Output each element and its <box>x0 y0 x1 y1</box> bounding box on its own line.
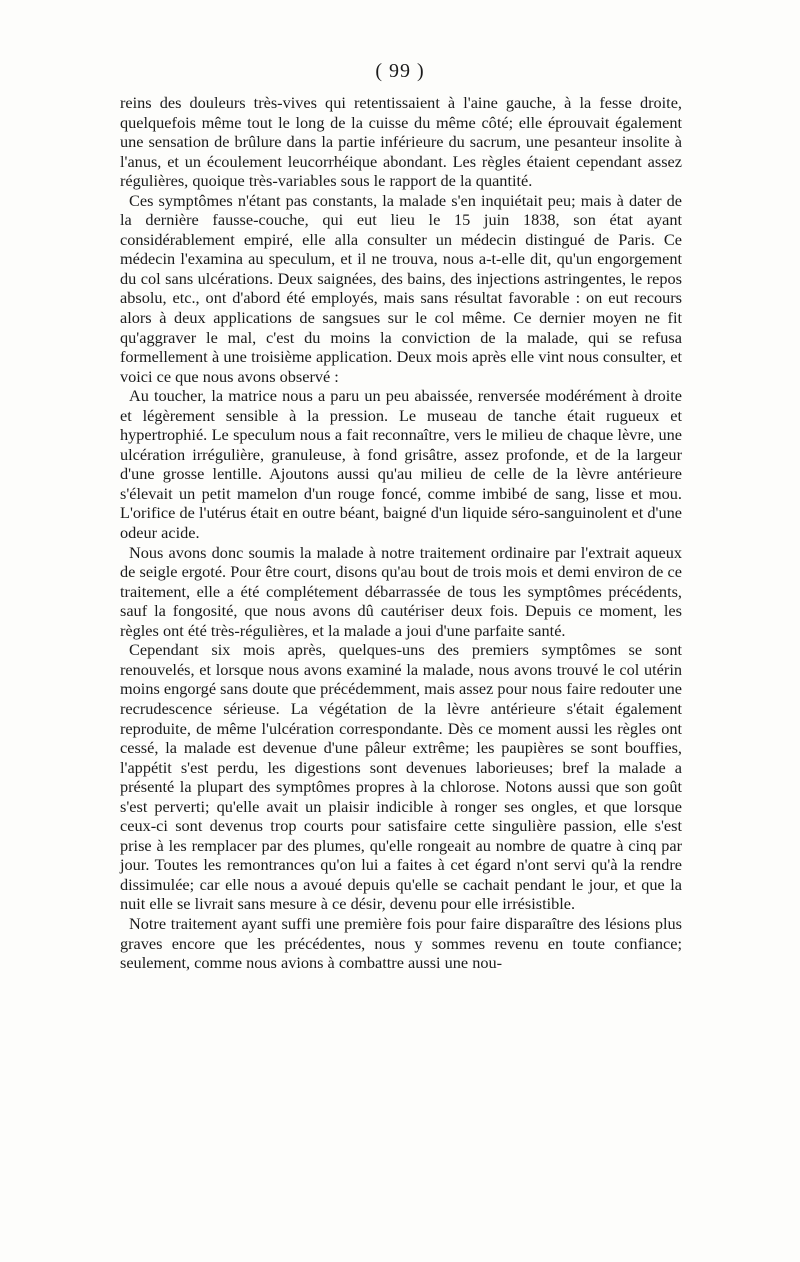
paragraph: Au toucher, la matrice nous a paru un peu abaissée, renversée modérément à droite et légèrement sensible à la pression. Le museau de tanche était rugueux et hypertrophié. Le speculum nous a fait reconnaître, vers le milieu de chaque lèvre, une ulcération irrégulière, granuleuse, à fond grisâtre, assez profonde, et de la largeur d'une grosse lentille. Ajoutons aussi qu'au milieu de celle de la lèvre antérieure s'élevait un petit mamelon d'un rouge foncé, comme imbibé de sang, lisse et mou. L'orifice de l'utérus était en outre béant, baigné d'un liquide séro-sanguinolent et d'une odeur acide. <box>120 386 682 543</box>
page-number: ( 99 ) <box>375 60 425 82</box>
body-text <box>120 93 682 973</box>
paragraph-continuation: reins des douleurs très-vives qui retentissaient à l'aine gauche, à la fesse droite, quelquefois même tout le long de la cuisse du même côté; elle éprouvait également une sensation de brûlure dans la partie inférieure du sacrum, une pesanteur insolite à l'anus, et un écoulement leucorrhéique abondant. Les règles étaient cependant assez régulières, quoique très-variables sous le rapport de la quantité. <box>120 93 682 191</box>
paragraph: Nous avons donc soumis la malade à notre traitement ordinaire par l'extrait aqueux de seigle ergoté. Pour être court, disons qu'au bout de trois mois et demi environ de ce traitement, elle a été complétement débarrassée de tous les symptômes précédents, sauf la fongosité, que nous avons dû cautériser deux fois. Depuis ce moment, les règles ont été très-régulières, et la malade a joui d'une parfaite santé. <box>120 542 682 640</box>
paragraph: Notre traitement ayant suffi une première fois pour faire disparaître des lésions plus graves encore que les précédentes, nous y sommes revenu en toute confiance; seulement, comme nous avions à combattre aussi une nou- <box>120 913 682 973</box>
paragraph: Ces symptômes n'étant pas constants, la malade s'en inquiétait peu; mais à dater de la dernière fausse-couche, qui eut lieu le 15 juin 1838, son état ayant considérablement empiré, elle alla consulter un médecin distingué de Paris. Ce médecin l'examina au speculum, et il ne trouva, nous a-t-elle dit, qu'un engorgement du col sans ulcérations. Deux saignées, des bains, des injections astringentes, le repos absolu, etc., ont d'abord été employés, mais sans résultat favorable : on eut recours alors à deux applications de sangsues sur le col même. Ce dernier moyen ne fit qu'aggraver le mal, c'est du moins la conviction de la malade, qui se refusa formellement à une troisième application. Deux mois après elle vint nous consulter, et voici ce que nous avons observé : <box>120 190 682 386</box>
paragraph: Cependant six mois après, quelques-uns des premiers symptômes se sont renouvelés, et lorsque nous avons examiné la malade, nous avons trouvé le col utérin moins engorgé sans doute que précédemment, mais assez pour nous faire redouter une recrudescence sérieuse. La végétation de la lèvre antérieure s'était également reproduite, de même l'ulcération correspondante. Dès ce moment aussi les règles ont cessé, la malade est devenue d'une pâleur extrême; les paupières se sont bouffies, l'appétit s'est perdu, les digestions sont devenues laborieuses; bref la malade a présenté la plupart des symptômes propres à la chlorose. Notons aussi que son goût s'est perverti; qu'elle avait un plaisir indicible à ronger ses ongles, et que lorsque ceux-ci sont devenus trop courts pour satisfaire cette singulière passion, elle s'est prise à les remplacer par des plumes, qu'elle rongeait au nombre de quatre à cinq par jour. Toutes les remontrances qu'on lui a faites à cet égard n'ont servi qu'à la rendre dissimulée; car elle nous a avoué depuis qu'elle se cachait pendant le jour, et que la nuit elle se livrait sans mesure à ce désir, devenu pour elle irrésistible. <box>120 640 682 914</box>
